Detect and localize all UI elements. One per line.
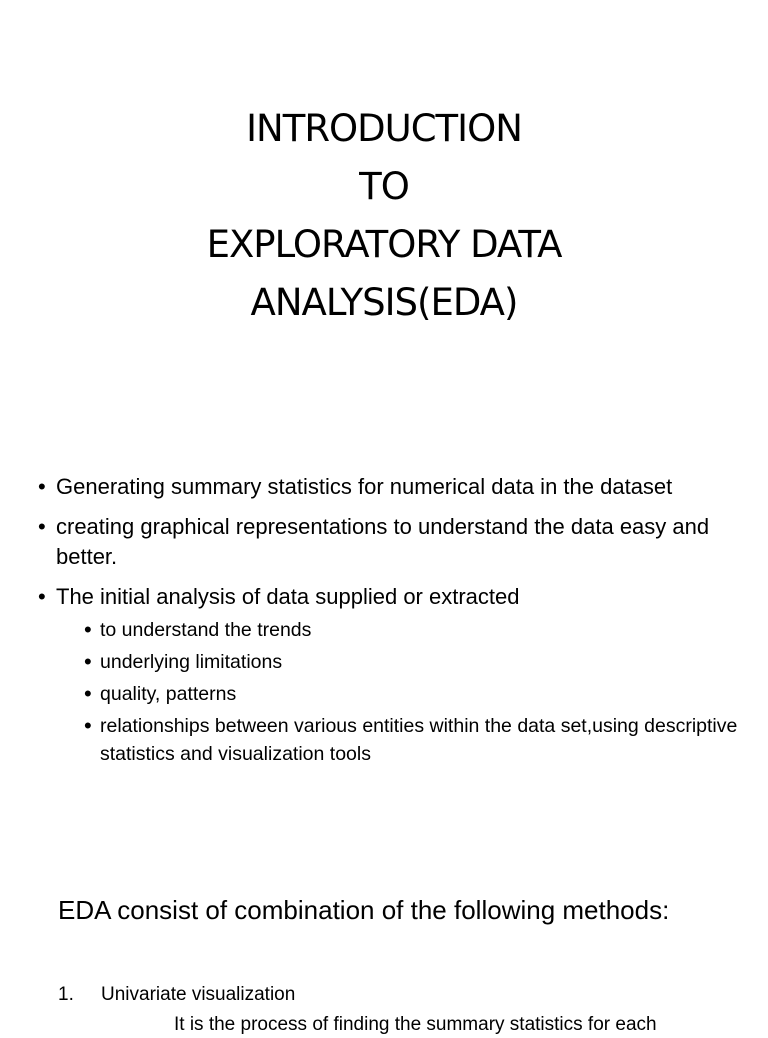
methods-heading: EDA consist of combination of the following methods: bbox=[58, 895, 670, 925]
bullet-text: creating graphical representations to understand the data easy and better. bbox=[56, 514, 710, 569]
bullet-dot-icon: • bbox=[84, 713, 92, 738]
bullet-item bbox=[38, 512, 738, 572]
sub-bullet-item bbox=[84, 680, 738, 708]
method-label: Univariate visualization bbox=[101, 984, 296, 1005]
method-number: 1. bbox=[58, 984, 74, 1005]
sub-bullet-text: to understand the trends bbox=[100, 619, 312, 641]
bullet-item bbox=[38, 582, 738, 768]
bullet-dot-icon: • bbox=[84, 617, 92, 642]
method-description-partial: It is the process of finding the summary statistics for each bbox=[174, 1014, 657, 1035]
bullet-text: Generating summary statistics for numerical data in the dataset bbox=[56, 474, 673, 499]
bullet-dot-icon: • bbox=[38, 514, 46, 539]
sub-bullet-text: underlying limitations bbox=[100, 651, 283, 673]
bullet-item bbox=[38, 472, 738, 502]
bullet-dot-icon: • bbox=[84, 681, 92, 706]
title-line-3: EXPLORATORY DATA bbox=[206, 223, 562, 266]
bullet-list bbox=[38, 472, 738, 778]
sub-bullet-text: quality, patterns bbox=[100, 683, 237, 705]
bullet-dot-icon: • bbox=[38, 474, 46, 499]
title-line-4: ANALYSIS(EDA) bbox=[250, 281, 518, 324]
bullet-dot-icon: • bbox=[38, 584, 46, 609]
sub-bullet-item bbox=[84, 712, 738, 768]
sub-bullet-item bbox=[84, 616, 738, 644]
sub-bullet-text: relationships between various entities within the data set,using descriptive statistics and visualization tools bbox=[100, 715, 738, 765]
page-title bbox=[0, 100, 768, 332]
sub-bullet-item bbox=[84, 648, 738, 676]
title-line-1: INTRODUCTION bbox=[246, 107, 522, 150]
method-list-item bbox=[58, 982, 295, 1008]
bullet-dot-icon: • bbox=[84, 649, 92, 674]
title-line-2: TO bbox=[359, 165, 409, 208]
sub-bullet-list bbox=[56, 616, 738, 768]
bullet-text: The initial analysis of data supplied or extracted bbox=[56, 584, 520, 609]
